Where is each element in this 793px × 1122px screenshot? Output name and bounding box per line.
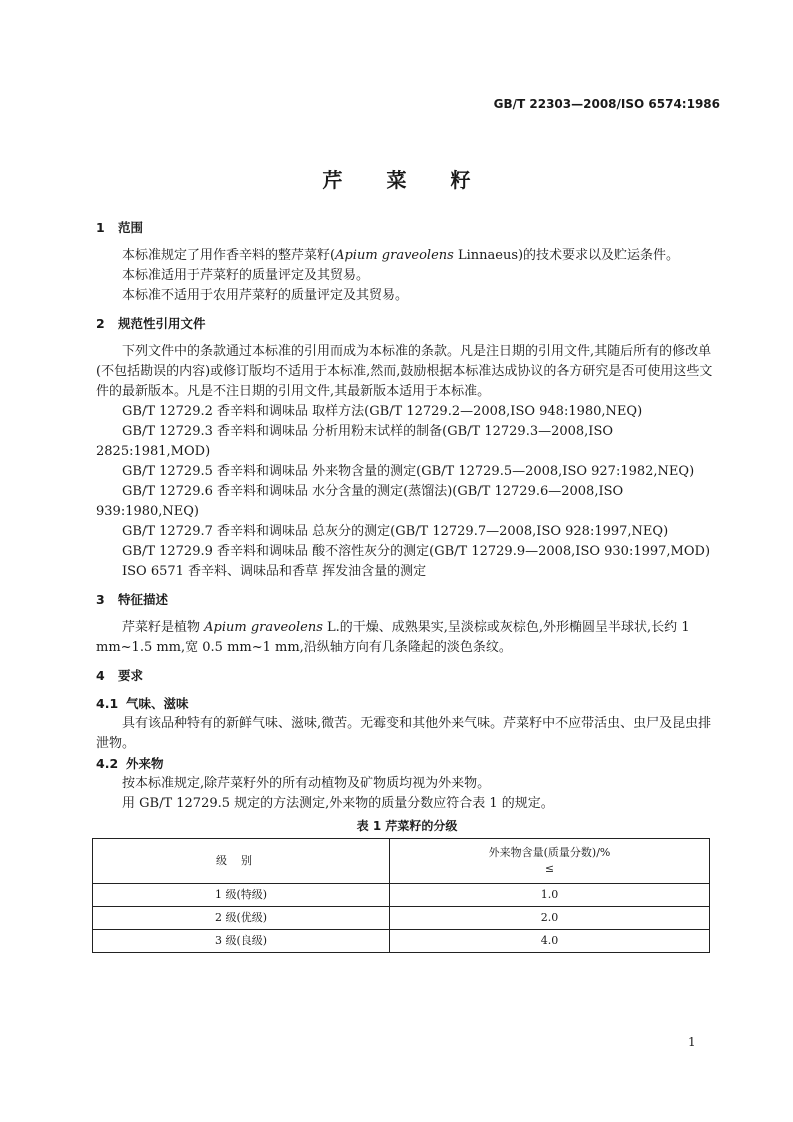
extraneous-matter-paragraph-1: 按本标准规定,除芹菜籽外的所有动植物及矿物质均视为外来物。 (122, 776, 491, 791)
scope-paragraph-2: 本标准适用于芹菜籽的质量评定及其贸易。 (122, 268, 370, 283)
table-row (93, 930, 710, 953)
reference-item: GB/T 12729.2 香辛料和调味品 取样方法(GB/T 12729.2—2008,ISO 948:1980,NEQ) (122, 404, 643, 419)
characteristics-paragraph: 芹菜籽是植物 Apium graveolens L.的干燥、成熟果实,呈淡棕或灰棕色,外形椭圆呈半球状,长约 1 mm~1.5 mm,宽 0.5 mm~1 mm,沿纵轴方向有几条隆起的淡色条纹。 (96, 620, 690, 655)
reference-item: GB/T 12729.3 香辛料和调味品 分析用粉末试样的制备(GB/T 12729.3—2008,ISO 2825:1981,MOD) (96, 424, 614, 459)
standard-code: GB/T 22303—2008/ISO 6574:1986 (493, 97, 720, 111)
section-heading-characteristics: 3 特征描述 (96, 592, 169, 607)
value-cell: 4.0 (390, 930, 710, 953)
scope-paragraph-3: 本标准不适用于农用芹菜籽的质量评定及其贸易。 (122, 288, 409, 303)
table-row (93, 884, 710, 907)
subsection-heading-odor-taste: 4.1 气味、滋味 (96, 696, 189, 711)
section-heading-scope: 1 范围 (96, 220, 144, 235)
page-title: 芹菜籽 (322, 168, 515, 192)
column-header-grade: 级别 (93, 839, 390, 884)
column-header-content: 外来物含量(质量分数)/% ≤ (390, 839, 710, 884)
reference-item: GB/T 12729.9 香辛料和调味品 酸不溶性灰分的测定(GB/T 12729.9—2008,ISO 930:1997,MOD) (122, 544, 711, 559)
table-row (93, 907, 710, 930)
reference-item: GB/T 12729.5 香辛料和调味品 外来物含量的测定(GB/T 12729.5—2008,ISO 927:1982,NEQ) (122, 464, 695, 479)
section-heading-requirements: 4 要求 (96, 668, 144, 683)
grading-table (92, 838, 710, 953)
references-intro: 下列文件中的条款通过本标准的引用而成为本标准的条款。凡是注日期的引用文件,其随后所有的修改单(不包括勘误的内容)或修订版均不适用于本标准,然而,鼓励根据本标准达成协议的各方研究是否可使用这些文件的最新版本。凡是不注日期的引用文件,其最新版本适用于本标准。 (96, 344, 713, 399)
grade-cell: 1 级(特级) (93, 884, 390, 907)
table-caption: 表 1 芹菜籽的分级 (356, 819, 458, 833)
grade-cell: 3 级(良级) (93, 930, 390, 953)
page-number: 1 (688, 1035, 696, 1049)
document-body (96, 218, 718, 953)
reference-item: GB/T 12729.6 香辛料和调味品 水分含量的测定(蒸馏法)(GB/T 12729.6—2008,ISO 939:1980,NEQ) (96, 484, 624, 519)
value-cell: 1.0 (390, 884, 710, 907)
reference-item: ISO 6571 香辛料、调味品和香草 挥发油含量的测定 (122, 564, 427, 579)
value-cell: 2.0 (390, 907, 710, 930)
odor-taste-paragraph: 具有该品种特有的新鲜气味、滋味,微苦。无霉变和其他外来气味。芹菜籽中不应带活虫、虫尸及昆虫排泄物。 (96, 716, 712, 751)
subsection-heading-extraneous-matter: 4.2 外来物 (96, 756, 164, 771)
grade-cell: 2 级(优级) (93, 907, 390, 930)
scope-paragraph-1: 本标准规定了用作香辛料的整芹菜籽(Apium graveolens Linnaeus)的技术要求以及贮运条件。 (122, 248, 680, 263)
extraneous-matter-paragraph-2: 用 GB/T 12729.5 规定的方法测定,外来物的质量分数应符合表 1 的规定。 (122, 796, 554, 811)
table-header-row (93, 839, 710, 884)
reference-item: GB/T 12729.7 香辛料和调味品 总灰分的测定(GB/T 12729.7—2008,ISO 928:1997,NEQ) (122, 524, 669, 539)
section-heading-normative-references: 2 规范性引用文件 (96, 316, 206, 331)
